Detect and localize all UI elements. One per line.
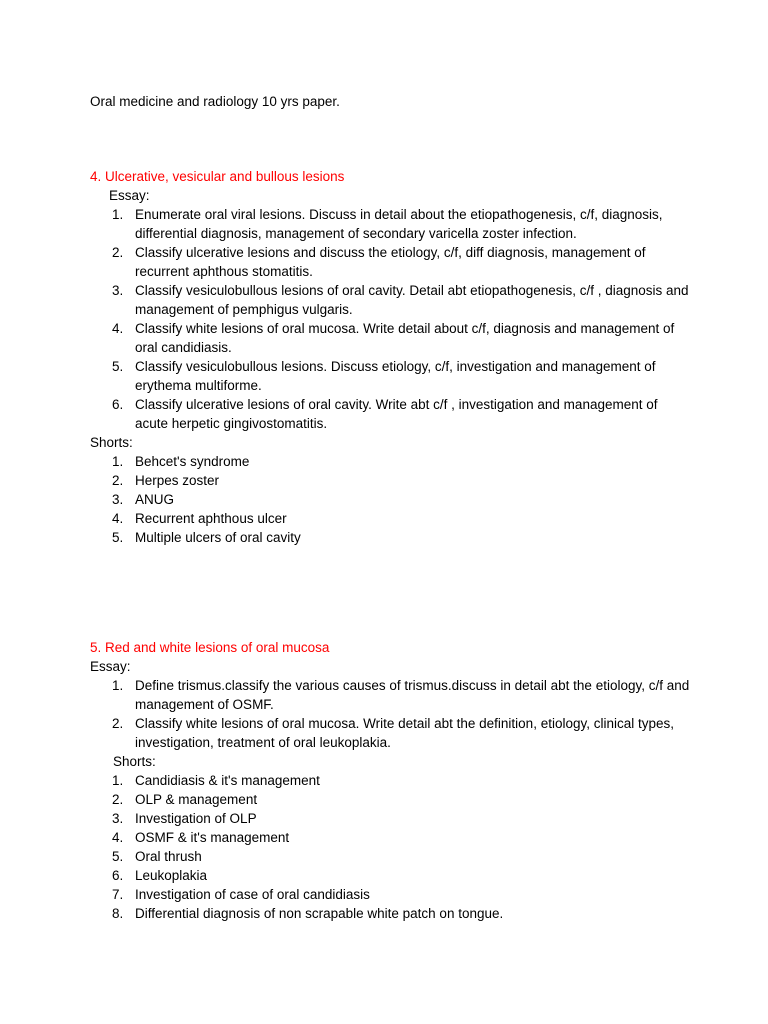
list-item [90, 471, 690, 490]
item-number: 2. [112, 473, 124, 488]
shorts-label: Shorts: [90, 435, 133, 450]
list-item [90, 809, 690, 828]
item-text: OLP & management [135, 792, 258, 807]
item-text: Differential diagnosis of non scrapable white patch on tongue. [135, 906, 504, 921]
item-number: 3. [112, 283, 124, 298]
shorts-list [90, 771, 690, 923]
item-text: Classify ulcerative lesions of oral cavity. Write abt c/f , investigation and management of acute herpetic gingivostomatitis. [135, 397, 658, 431]
list-item [90, 714, 690, 752]
list-item [90, 452, 690, 471]
list-item [90, 205, 690, 243]
item-number: 5. [112, 359, 124, 374]
item-text: Multiple ulcers of oral cavity [135, 530, 301, 545]
item-text: Leukoplakia [135, 868, 208, 883]
item-number: 2. [112, 792, 124, 807]
item-text: OSMF & it's management [135, 830, 290, 845]
item-text: Candidiasis & it's management [135, 773, 320, 788]
document-title: Oral medicine and radiology 10 yrs paper. [90, 94, 340, 109]
item-number: 1. [112, 773, 124, 788]
item-number: 2. [112, 245, 124, 260]
item-number: 6. [112, 397, 124, 412]
item-number: 8. [112, 906, 124, 921]
essay-list [90, 205, 690, 433]
item-text: Behcet's syndrome [135, 454, 250, 469]
list-item [90, 771, 690, 790]
item-number: 5. [112, 530, 124, 545]
item-number: 1. [112, 207, 124, 222]
list-item [90, 866, 690, 885]
item-text: Investigation of case of oral candidiasis [135, 887, 370, 902]
list-item [90, 395, 690, 433]
item-text: Define trismus.classify the various causes of trismus.discuss in detail abt the etiology, c/f and management of OSMF. [135, 678, 690, 712]
list-item [90, 357, 690, 395]
item-number: 3. [112, 811, 124, 826]
item-number: 4. [112, 321, 124, 336]
item-text: Recurrent aphthous ulcer [135, 511, 287, 526]
item-text: Investigation of OLP [135, 811, 257, 826]
list-item [90, 885, 690, 904]
essay-list [90, 676, 690, 752]
item-text: Enumerate oral viral lesions. Discuss in detail about the etiopathogenesis, c/f, diagnosis, differential diagnosis, management of secondary varicella zoster infection. [135, 207, 663, 241]
item-text: Classify white lesions of oral mucosa. Write detail abt the definition, etiology, clinical types, investigation, treatment of oral leukoplakia. [135, 716, 675, 750]
item-number: 1. [112, 454, 124, 469]
list-item [90, 904, 690, 923]
list-item [90, 847, 690, 866]
item-number: 7. [112, 887, 124, 902]
item-text: ANUG [135, 492, 175, 507]
section-heading: 5. Red and white lesions of oral mucosa [90, 640, 330, 655]
item-number: 6. [112, 868, 124, 883]
item-number: 2. [112, 716, 124, 731]
list-item [90, 281, 690, 319]
list-item [90, 243, 690, 281]
section-heading: 4. Ulcerative, vesicular and bullous lesions [90, 169, 345, 184]
item-number: 4. [112, 830, 124, 845]
list-item [90, 676, 690, 714]
list-item [90, 319, 690, 357]
item-number: 3. [112, 492, 124, 507]
item-text: Classify white lesions of oral mucosa. Write detail about c/f, diagnosis and management of oral candidiasis. [135, 321, 675, 355]
item-text: Oral thrush [135, 849, 202, 864]
essay-label: Essay: [109, 188, 150, 203]
item-text: Herpes zoster [135, 473, 220, 488]
list-item [90, 790, 690, 809]
shorts-list [90, 452, 690, 547]
item-text: Classify ulcerative lesions and discuss the etiology, c/f, diff diagnosis, management of recurrent aphthous stomatitis. [135, 245, 646, 279]
list-item [90, 509, 690, 528]
essay-label: Essay: [90, 659, 131, 674]
item-number: 4. [112, 511, 124, 526]
item-text: Classify vesiculobullous lesions. Discuss etiology, c/f, investigation and management of erythema multiforme. [135, 359, 656, 393]
item-number: 1. [112, 678, 124, 693]
shorts-label: Shorts: [113, 754, 156, 769]
list-item [90, 490, 690, 509]
section-ulcerative-lesions [90, 167, 690, 547]
list-item [90, 528, 690, 547]
list-item [90, 828, 690, 847]
item-text: Classify vesiculobullous lesions of oral cavity. Detail abt etiopathogenesis, c/f , diagnosis and management of pemphigus vulgaris. [135, 283, 689, 317]
section-red-white-lesions [90, 638, 690, 923]
item-number: 5. [112, 849, 124, 864]
